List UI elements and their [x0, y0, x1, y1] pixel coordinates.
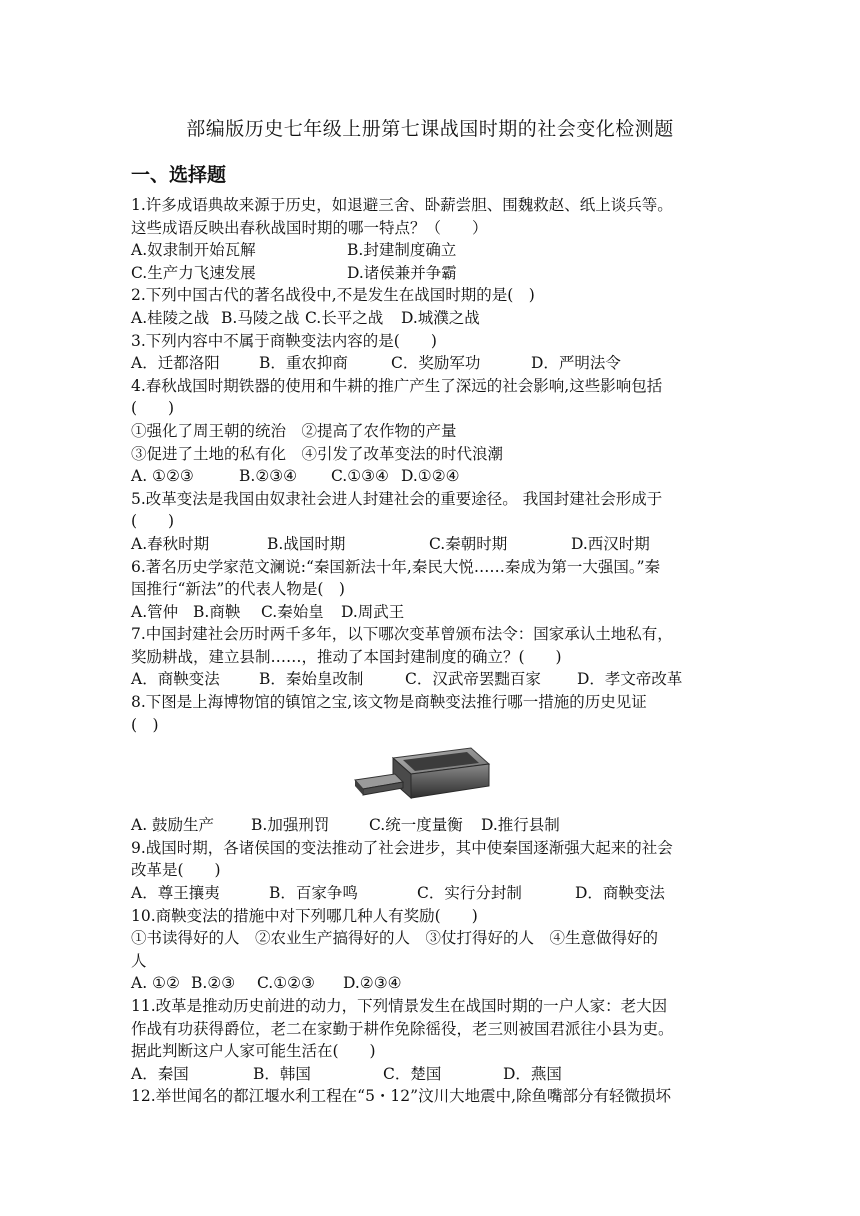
options-row — [131, 239, 733, 262]
question-stem: 1.许多成语典故来源于历史，如退避三舍、卧薪尝胆、围魏救赵、纸上谈兵等。 — [131, 196, 673, 214]
option-b: B.加强刑罚 — [251, 816, 330, 835]
question-stem: 8.下图是上海博物馆的镇馆之宝,该文物是商鞅变法推行哪一措施的历史见证 — [131, 693, 647, 712]
options-row — [131, 882, 733, 905]
question-11 — [131, 995, 733, 1085]
question-list — [131, 194, 733, 1108]
option-c: C.秦朝时期 — [429, 534, 508, 553]
question-stem: ( ) — [131, 399, 175, 418]
option-c: C．汉武帝罢黜百家 — [405, 670, 541, 689]
option-d: D.推行县制 — [481, 816, 560, 835]
options-row — [131, 262, 733, 285]
option-d: D．严明法令 — [531, 354, 621, 373]
option-c: C.长平之战 — [305, 308, 384, 327]
question-stem: 作战有功获得爵位，老二在家勤于耕作免除徭役，老三则被国君派往小县为吏。 — [131, 1019, 674, 1038]
question-10 — [131, 905, 733, 995]
option-c: C．实行分封制 — [417, 884, 522, 903]
option-c: C.①②③ — [257, 974, 315, 993]
document-title: 部编版历史七年级上册第七课战国时期的社会变化检测题 — [186, 118, 674, 140]
question-4 — [131, 375, 733, 488]
option-b: B．秦始皇改制 — [259, 670, 364, 689]
section-heading: 一、选择题 — [131, 164, 227, 186]
question-stem: ③促进了土地的私有化 ④引发了改革变法的时代浪潮 — [131, 444, 504, 463]
options-row — [131, 601, 733, 624]
options-row — [131, 814, 733, 837]
question-12 — [131, 1085, 733, 1108]
question-1 — [131, 194, 733, 284]
option-c: C．楚国 — [383, 1064, 442, 1083]
question-stem: 3.下列内容中不属于商鞅变法内容的是( ) — [131, 331, 437, 350]
question-5 — [131, 488, 733, 556]
question-stem: ( ) — [131, 715, 159, 734]
option-b: B.马陵之战 — [221, 308, 300, 327]
option-d: D.①②④ — [401, 467, 460, 486]
options-row — [131, 668, 733, 691]
options-row — [131, 352, 733, 375]
option-c: C.秦始皇 — [261, 602, 324, 621]
option-c: C.①③④ — [331, 467, 389, 486]
question-stem: 11.改革是推动历史前进的动力，下列情景发生在战国时期的一户人家：老大因 — [131, 997, 668, 1015]
option-a: A.春秋时期 — [131, 534, 210, 553]
option-a: A.管仲 — [131, 602, 179, 621]
question-stem: 5.改革变法是我国由奴隶社会进人封建社会的重要途径。 我国封建社会形成于 — [131, 489, 663, 508]
option-c: C．奖励军功 — [391, 354, 481, 373]
option-c: C.统一度量衡 — [369, 816, 463, 835]
option-b: B.②③④ — [239, 467, 298, 486]
option-a: A. ①②③ — [131, 467, 194, 486]
options-row — [131, 533, 733, 556]
question-stem: 人 — [131, 951, 147, 970]
question-stem: 国推行“新法”的代表人物是( ) — [131, 580, 345, 599]
option-d: D．燕国 — [503, 1064, 562, 1083]
question-stem: 奖励耕战，建立县制……，推动了本国封建制度的确立？( ) — [131, 647, 562, 666]
option-b: B.战国时期 — [267, 534, 346, 553]
option-a: A.桂陵之战 — [131, 308, 210, 327]
option-a: A．迁都洛阳 — [131, 354, 220, 373]
option-d: D.城濮之战 — [401, 308, 480, 327]
question-stem: 12.举世闻名的都江堰水利工程在“5・12”汶川大地震中,除鱼嘴部分有轻微损坏 — [131, 1087, 672, 1106]
bronze-measure-image — [353, 744, 493, 810]
question-stem: ( ) — [131, 512, 175, 531]
question-8 — [131, 691, 733, 837]
option-a: A．商鞅变法 — [131, 670, 220, 689]
question-stem: 这些成语反映出春秋战国时期的哪一特点？（ ） — [131, 218, 488, 237]
question-stem: 2.下列中国古代的著名战役中,不是发生在战国时期的是( ) — [131, 286, 535, 305]
question-stem: 7.中国封建社会历时两千多年，以下哪次变革曾颁布法令：国家承认土地私有， — [131, 625, 673, 644]
option-c: C.生产力飞速发展 — [131, 263, 256, 282]
option-a: A．秦国 — [131, 1064, 189, 1083]
question-stem: 9.战国时期，各诸侯国的变法推动了社会进步，其中使秦国逐渐强大起来的社会 — [131, 838, 673, 857]
option-b: B.封建制度确立 — [347, 241, 457, 260]
options-row — [131, 307, 733, 330]
options-row — [131, 972, 733, 995]
option-d: D.周武王 — [341, 602, 405, 621]
option-d: D．商鞅变法 — [575, 884, 665, 903]
question-stem: 4.春秋战国时期铁器的使用和牛耕的推广产生了深远的社会影响,这些影响包括 — [131, 376, 663, 395]
option-d: D.诸侯兼并争霸 — [347, 263, 457, 282]
option-a: A. 鼓励生产 — [131, 816, 215, 835]
question-2 — [131, 284, 733, 329]
question-9 — [131, 837, 733, 905]
question-stem: ①强化了周王朝的统治 ②提高了农作物的产量 — [131, 421, 457, 440]
question-3 — [131, 330, 733, 375]
option-b: B．百家争鸣 — [269, 884, 358, 903]
option-b: B．重农抑商 — [259, 354, 348, 373]
option-d: D.②③④ — [343, 974, 402, 993]
question-stem: 据此判断这户人家可能生活在( ) — [131, 1042, 376, 1061]
question-stem: ①书读得好的人 ②农业生产搞得好的人 ③仗打得好的人 ④生意做得好的 — [131, 929, 659, 948]
option-b: B．韩国 — [253, 1064, 311, 1083]
option-a: A.奴隶制开始瓦解 — [131, 241, 256, 260]
artifact-figure — [131, 736, 733, 814]
option-d: D．孝文帝改革 — [577, 670, 683, 689]
option-a: A. ①② — [131, 974, 180, 993]
option-b: B.②③ — [191, 974, 236, 993]
question-stem: 10.商鞅变法的措施中对下列哪几种人有奖励( ) — [131, 906, 478, 925]
question-7 — [131, 623, 733, 691]
option-d: D.西汉时期 — [571, 534, 650, 553]
option-a: A．尊王攘夷 — [131, 884, 220, 903]
options-row — [131, 465, 733, 488]
question-6 — [131, 556, 733, 624]
question-stem: 6.著名历史学家范文澜说:“秦国新法十年,秦民大悦……秦成为第一大强国。”秦 — [131, 557, 661, 576]
options-row — [131, 1063, 733, 1086]
question-stem: 改革是( ) — [131, 861, 221, 880]
option-b: B.商鞅 — [193, 602, 241, 621]
